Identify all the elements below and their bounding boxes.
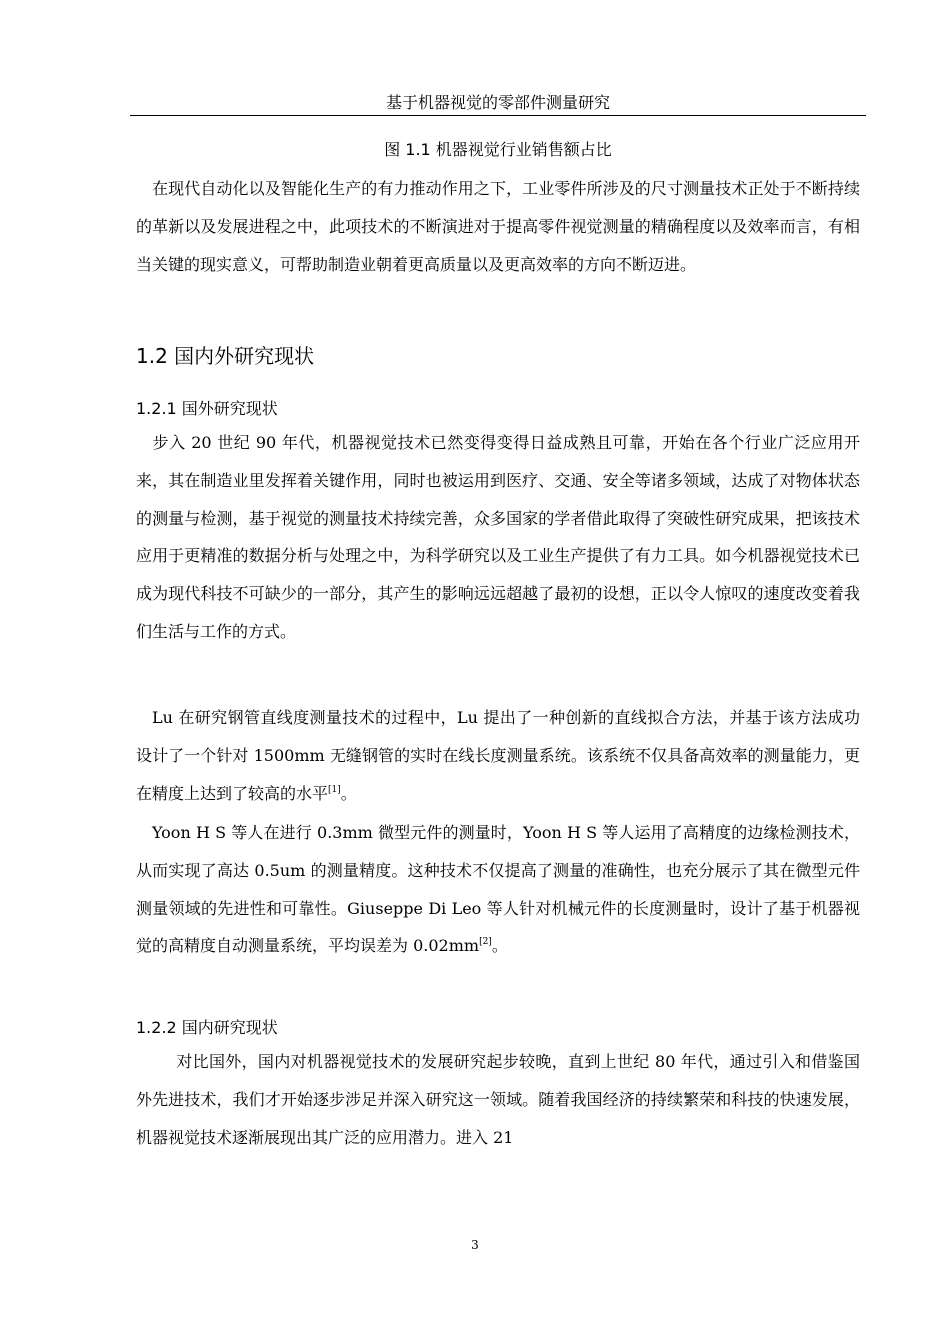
intro-paragraph-text: 在现代自动化以及智能化生产的有力推动作用之下，工业零件所涉及的尺寸测量技术正处于不断持续的革新以及发展进程之中，此项技术的不断演进对于提高零件视觉测量的精确程度以及效率而言，有相当关键的现实意义，可帮助制造业朝着更高质量以及更高效率的方向不断迈进。: [136, 179, 860, 274]
foreign-paragraph-1: [136, 424, 860, 651]
foreign-paragraph-2: [136, 699, 860, 812]
foreign-paragraph-3: [136, 814, 860, 965]
domestic-paragraph-1-text: 对比国外，国内对机器视觉技术的发展研究起步较晚，直到上世纪 80 年代，通过引入和借鉴国外先进技术，我们才开始逐步涉足并深入研究这一领域。随着我国经济的持续繁荣和科技的快速发展，机器视觉技术逐渐展现出其广泛的应用潜力。进入 21: [136, 1052, 860, 1147]
foreign-paragraph-3-text: Yoon H S 等人在进行 0.3mm 微型元件的测量时，Yoon H S 等人运用了高精度的边缘检测技术，从而实现了高达 0.5um 的测量精度。这种技术不仅提高了测量的准确性，也充分展示了其在微型元件测量领域的先进性和可靠性。Giuseppe Di Leo 等人针对机械元件的长度测量时，设计了基于机器视觉的高精度自动测量系统，平均误差为 0.02mm: [136, 823, 860, 956]
foreign-paragraph-3-end: 。: [491, 936, 508, 956]
citation-ref-2: [2]: [479, 937, 492, 948]
figure-caption: 图 1.1 机器视觉行业销售额占比: [384, 140, 612, 159]
running-header: 基于机器视觉的零部件测量研究: [385, 93, 610, 112]
foreign-paragraph-1-text: 步入 20 世纪 90 年代，机器视觉技术已然变得变得日益成熟且可靠，开始在各个行业广泛应用开来，其在制造业里发挥着关键作用，同时也被运用到医疗、交通、安全等诸多领域，达成了对物体状态的测量与检测，基于视觉的测量技术持续完善，众多国家的学者借此取得了突破性研究成果，把该技术应用于更精准的数据分析与处理之中，为科学研究以及工业生产提供了有力工具。如今机器视觉技术已成为现代科技不可缺少的一部分，其产生的影响远远超越了最初的设想，正以令人惊叹的速度改变着我们生活与工作的方式。: [136, 433, 860, 641]
foreign-paragraph-2-end: 。: [340, 783, 357, 803]
subsection-heading-domestic: 1.2.2 国内研究现状: [136, 1018, 278, 1037]
subsection-heading-foreign: 1.2.1 国外研究现状: [136, 399, 278, 418]
citation-ref-1: [1]: [328, 784, 341, 795]
page-number: 3: [471, 1238, 479, 1252]
header-rule: [130, 115, 866, 116]
intro-paragraph: [136, 170, 860, 283]
section-heading: 1.2 国内外研究现状: [136, 344, 315, 368]
foreign-paragraph-2-text: Lu 在研究钢管直线度测量技术的过程中，Lu 提出了一种创新的直线拟合方法，并基于该方法成功设计了一个针对 1500mm 无缝钢管的实时在线长度测量系统。该系统不仅具备高效率的测量能力，更在精度上达到了较高的水平: [136, 708, 860, 803]
domestic-paragraph-1: [136, 1043, 860, 1156]
